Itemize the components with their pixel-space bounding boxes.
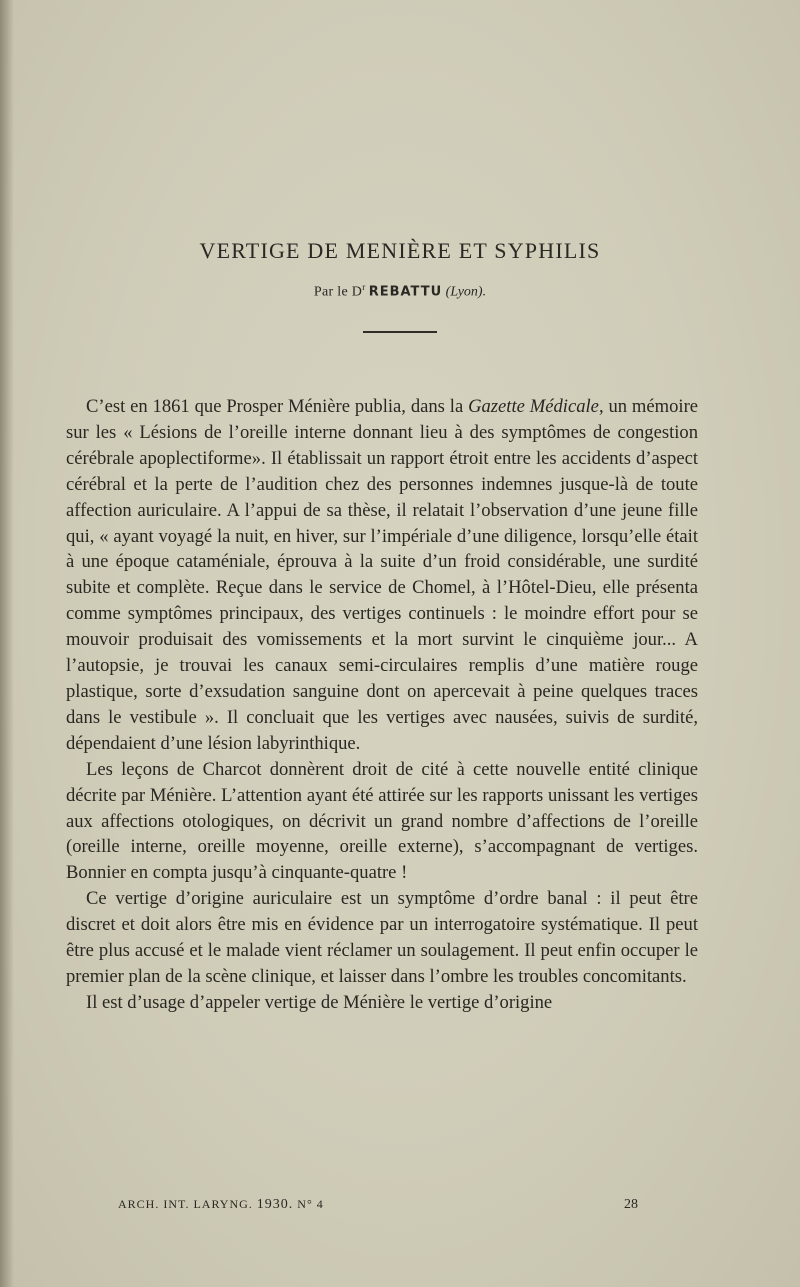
footer-journal (118, 1197, 324, 1211)
paragraph-4: Il est d’usage d’appeler vertige de Ménière le vertige d’origine (86, 991, 553, 1013)
page-number: 28 (624, 1197, 638, 1212)
byline (0, 282, 800, 301)
author-place: (Lyon). (445, 284, 487, 300)
paragraph-3: Ce vertige d’origine auriculaire est un symptôme d’ordre banal : il peut être discret et doit alors être mis en évidence par un interrogatoire systématique. Il peut être plus accusé et le malade vient réclamer un soulagement. Il peut enfin occuper le premier plan de la scène clinique, et laisser dans l’ombre les troubles concomitants. (66, 888, 698, 987)
article-header (0, 238, 800, 333)
page-edge-shadow (0, 0, 14, 1287)
paragraph-2: Les leçons de Charcot donnèrent droit de cité à cette nouvelle entité clinique décrite par Ménière. L’attention ayant été attirée sur les rapports unissant les vertiges aux affections otologiques, on décrivit un grand nombre d’affections de l’oreille (oreille interne, oreille moyenne, oreille externe), s’accompagnant de vertiges. Bonnier en compta jusqu’à cinquante-quatre ! (66, 758, 698, 884)
paragraph-1 (66, 394, 698, 757)
title-rule (363, 331, 437, 333)
footer-issue: N° 4 (297, 1197, 324, 1211)
paragraph-1-start: C’est en 1861 que Prosper Ménière publia, dans la (86, 396, 469, 417)
journal-name-italic: Gazette Médicale (468, 396, 599, 417)
footer-year: 1930. (256, 1197, 294, 1212)
byline-prefix-sup: r (362, 282, 366, 292)
author-name: REBATTU (368, 284, 443, 300)
article-body (66, 394, 698, 1016)
page-footer (118, 1197, 638, 1213)
footer-journal-name: ARCH. INT. LARYNG. (118, 1197, 253, 1211)
paragraph-1-rest: , un mémoire sur les « Lésions de l’oreille interne donnant lieu à des symptômes de congestion cérébrale apoplectiforme». Il établissait un rapport étroit entre les accidents d’aspect cérébral et la perte de l’audition chez des personnes indemnes jusque-là de toute affection auriculaire. A l’appui de sa thèse, il relatait l’observation d’une jeune fille qui, « ayant voyagé la nuit, en hiver, sur l’impériale d’une diligence, lorsqu’elle était à une époque cataméniale, éprouva à la suite d’un froid considérable, une surdité subite et complète. Reçue dans le service de Chomel, à l’Hôtel-Dieu, elle présenta comme symptômes principaux, des vertiges continuels : le moindre effort pour se mouvoir produisait des vomissements et la mort survint le cinquième jour... A l’autopsie, je trouvai les canaux semi-circulaires remplis d’une matière rouge plastique, sorte d’exsudation sanguine dont on apercevait à peine quelques traces dans le vestibule ». Il concluait que les vertiges avec nausées, suivis de surdité, dépendaient d’une lésion labyrinthique. (66, 396, 699, 754)
byline-prefix: Par le D (313, 284, 363, 300)
article-title: VERTIGE DE MENIÈRE ET SYPHILIS (199, 238, 601, 263)
